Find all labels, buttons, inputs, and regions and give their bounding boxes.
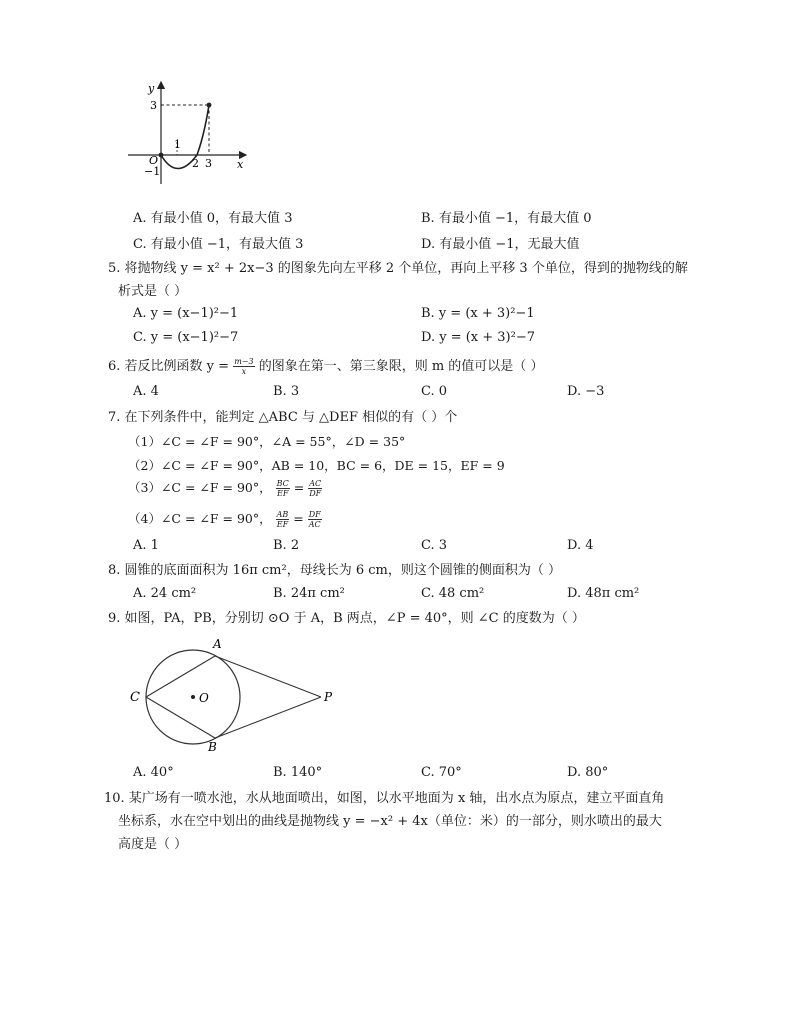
center-point bbox=[191, 695, 195, 699]
q7-condition-3-prefix: （3）∠C = ∠F = 90°， bbox=[128, 480, 272, 495]
q7-condition-3-fraction-2 bbox=[308, 479, 322, 498]
tick-neg1: −1 bbox=[144, 165, 161, 178]
q9-option-d[interactable]: D. 80° bbox=[567, 765, 609, 780]
q7-condition-4-equals: = bbox=[293, 511, 304, 526]
y-axis-label: y bbox=[148, 82, 155, 95]
label-p: P bbox=[324, 690, 333, 704]
q7-condition-3 bbox=[128, 478, 322, 498]
start-point bbox=[159, 153, 164, 158]
q7-c3-f1-num: BC bbox=[276, 479, 289, 488]
q8-option-a[interactable]: A. 24 cm² bbox=[133, 586, 197, 601]
q5-stem-line2: 析式是（ ） bbox=[118, 284, 188, 299]
tick-x-3: 3 bbox=[205, 157, 212, 170]
circle-tangent-figure bbox=[122, 630, 342, 760]
q4-option-b[interactable]: B. 有最小值 −1，有最大值 0 bbox=[421, 211, 592, 226]
q6-option-b[interactable]: B. 3 bbox=[273, 384, 300, 399]
q5-option-d[interactable]: D. y = (x + 3)²−7 bbox=[421, 330, 536, 345]
q8-option-d[interactable]: D. 48π cm² bbox=[567, 586, 640, 601]
parabola-curve bbox=[161, 105, 209, 169]
q10-stem-line1: 10. 某广场有一喷水池，水从地面喷出，如图，以水平地面为 x 轴，出水点为原点，建立平面直角 bbox=[104, 791, 665, 806]
q9-option-c[interactable]: C. 70° bbox=[421, 765, 462, 780]
q5-option-a[interactable]: A. y = (x−1)²−1 bbox=[133, 306, 239, 321]
q6-option-a[interactable]: A. 4 bbox=[133, 384, 159, 399]
q7-condition-2: （2）∠C = ∠F = 90°，AB = 10，BC = 6，DE = 15，EF = 9 bbox=[128, 458, 505, 473]
tick-1: 1 bbox=[174, 138, 181, 151]
q7-c3-f1-den: EF bbox=[277, 489, 289, 498]
q8-stem: 8. 圆锥的底面面积为 16π cm²，母线长为 6 cm，则这个圆锥的侧面积为（ ） bbox=[108, 563, 561, 578]
q4-option-c[interactable]: C. 有最小值 −1，有最大值 3 bbox=[133, 237, 304, 252]
q10-stem-line3: 高度是（ ） bbox=[118, 837, 188, 852]
tick-2: 2 bbox=[192, 157, 199, 170]
q10-stem-line2: 坐标系，水在空中划出的曲线是抛物线 y = −x² + 4x（单位：米）的一部分，则水喷出的最大 bbox=[118, 814, 662, 829]
label-a: A bbox=[213, 637, 222, 651]
q6-stem bbox=[108, 357, 543, 376]
end-point bbox=[207, 103, 212, 108]
parabola-figure bbox=[118, 76, 258, 191]
q7-condition-1: （1）∠C = ∠F = 90°，∠A = 55°，∠D = 35° bbox=[128, 434, 406, 449]
tangent-pb bbox=[215, 697, 321, 738]
q6-option-d[interactable]: D. −3 bbox=[567, 384, 605, 399]
q7-option-b[interactable]: B. 2 bbox=[273, 538, 300, 553]
q7-option-d[interactable]: D. 4 bbox=[567, 538, 594, 553]
q7-c4-f2-den: AC bbox=[308, 520, 321, 529]
q7-condition-4-prefix: （4）∠C = ∠F = 90°， bbox=[128, 511, 272, 526]
q5-stem-line1: 5. 将抛物线 y = x² + 2x−3 的图象先向左平移 2 个单位，再向上平移 3 个单位，得到的抛物线的解 bbox=[108, 261, 688, 276]
q8-option-c[interactable]: C. 48 cm² bbox=[421, 586, 485, 601]
q5-option-c[interactable]: C. y = (x−1)²−7 bbox=[133, 330, 239, 345]
q6-fraction bbox=[233, 357, 254, 376]
q7-condition-4 bbox=[128, 509, 322, 529]
q8-option-b[interactable]: B. 24π cm² bbox=[273, 586, 345, 601]
q7-c4-f2-num: DF bbox=[308, 510, 321, 519]
q9-option-a[interactable]: A. 40° bbox=[133, 765, 174, 780]
q6-fraction-numerator: m−3 bbox=[234, 357, 254, 366]
x-axis-label: x bbox=[237, 158, 244, 171]
q7-condition-3-equals: = bbox=[293, 480, 305, 495]
q7-c4-f1-num: AB bbox=[276, 510, 289, 519]
q7-c3-f2-num: AC bbox=[309, 479, 322, 488]
q7-condition-4-fraction-2 bbox=[308, 510, 322, 529]
label-o: O bbox=[199, 691, 209, 705]
q6-suffix: 的图象在第一、第三象限，则 m 的值可以是（ ） bbox=[258, 359, 544, 374]
q9-stem: 9. 如图，PA，PB，分别切 ⊙O 于 A，B 两点，∠P = 40°，则 ∠C 的度数为（ ） bbox=[108, 611, 585, 626]
q6-option-c[interactable]: C. 0 bbox=[421, 384, 448, 399]
tick-y-3: 3 bbox=[150, 99, 157, 112]
label-b: B bbox=[208, 740, 217, 754]
q7-c4-f1-den: EF bbox=[276, 520, 289, 529]
q4-option-a[interactable]: A. 有最小值 0，有最大值 3 bbox=[133, 211, 293, 226]
q6-prefix: 6. 若反比例函数 y = bbox=[108, 359, 230, 374]
q7-condition-3-fraction-1 bbox=[276, 479, 290, 498]
q6-fraction-denominator: x bbox=[241, 367, 247, 376]
q4-option-d[interactable]: D. 有最小值 −1，无最大值 bbox=[421, 237, 580, 252]
q9-option-b[interactable]: B. 140° bbox=[273, 765, 323, 780]
q7-option-c[interactable]: C. 3 bbox=[421, 538, 448, 553]
q7-condition-4-fraction-1 bbox=[276, 510, 290, 529]
q5-option-b[interactable]: B. y = (x + 3)²−1 bbox=[421, 306, 535, 321]
tangent-pa bbox=[215, 656, 321, 697]
q7-option-a[interactable]: A. 1 bbox=[133, 538, 159, 553]
origin-label: O bbox=[149, 154, 159, 167]
label-c: C bbox=[130, 690, 140, 705]
q7-c3-f2-den: DF bbox=[309, 489, 322, 498]
q7-stem: 7. 在下列条件中，能判定 △ABC 与 △DEF 相似的有（ ）个 bbox=[108, 410, 458, 425]
